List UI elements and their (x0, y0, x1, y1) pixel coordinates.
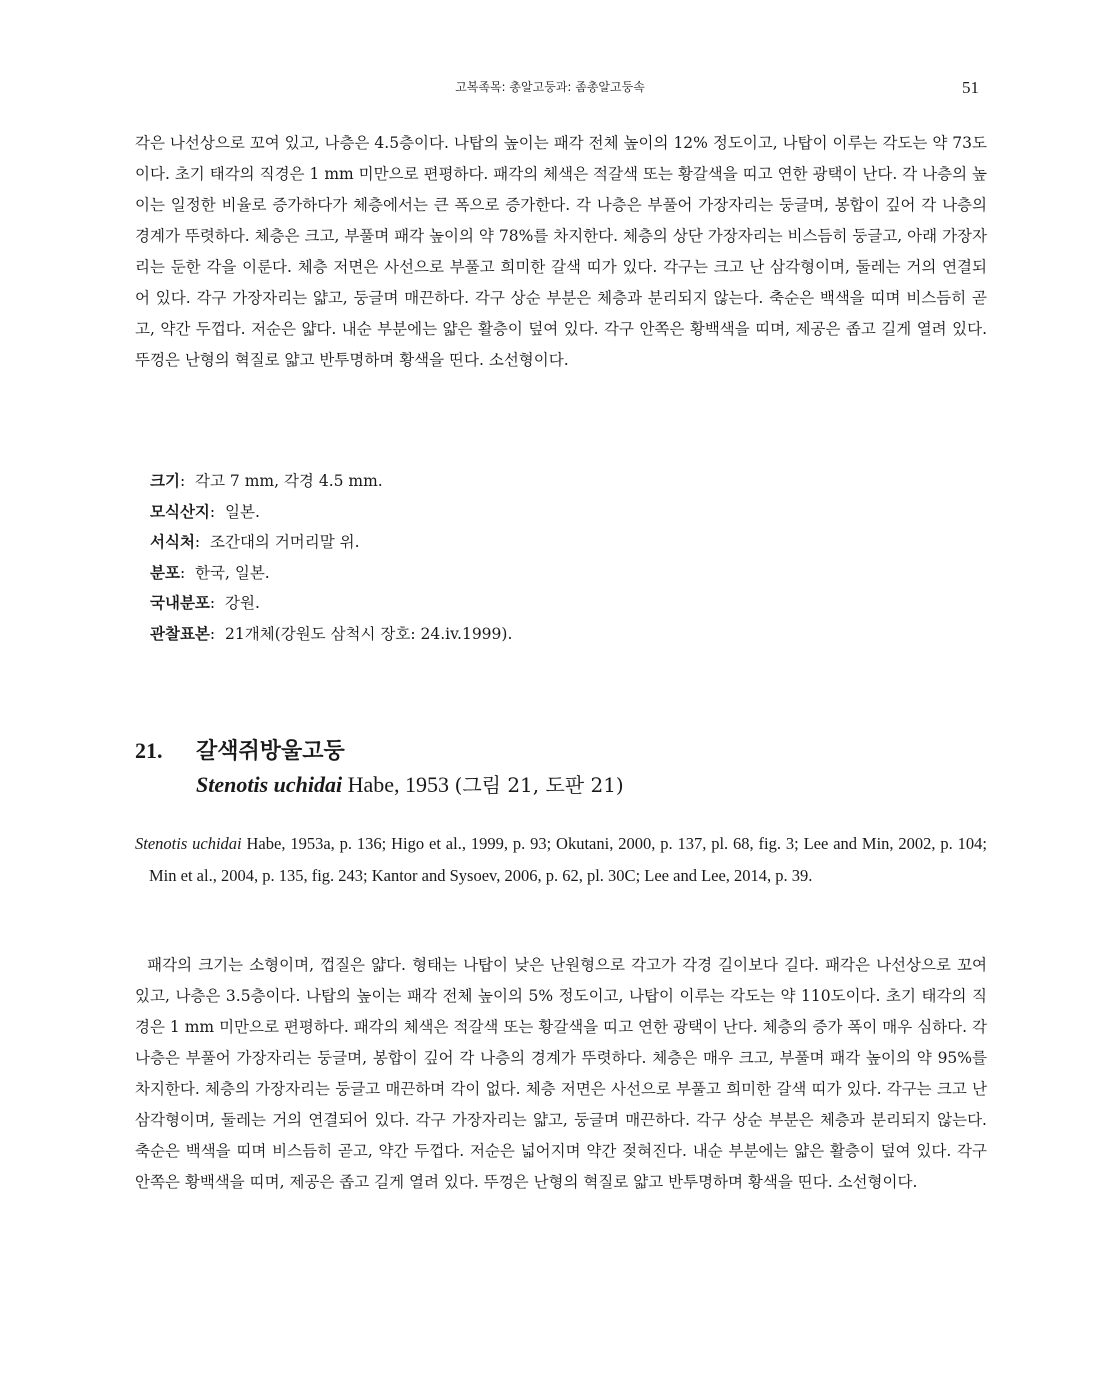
detail-domestic-distribution: 국내분포: 강원. (150, 593, 260, 612)
detail-value: 한국, 일본. (195, 563, 270, 582)
species-korean-name: 갈색쥐방울고둥 (196, 738, 345, 764)
page-number: 51 (962, 78, 979, 97)
detail-habitat: 서식처: 조간대의 거머리말 위. (150, 532, 360, 551)
detail-label: 국내분포 (150, 593, 210, 612)
species-authority: Habe, 1953 (347, 772, 450, 797)
detail-value: 일본. (225, 502, 260, 521)
synonymy-list (135, 828, 987, 891)
detail-value: 21개체(강원도 삼척시 장호: 24.iv.1999). (225, 624, 513, 643)
species-scientific-name: Stenotis uchidai (196, 772, 343, 797)
synonymy-name: Stenotis uchidai (135, 834, 242, 853)
detail-size: 크기: 각고 7 mm, 각경 4.5 mm. (150, 471, 383, 490)
species-heading-line-2 (135, 768, 995, 802)
species-heading-line-1 (135, 734, 995, 768)
detail-examined-specimens: 관찰표본: 21개체(강원도 삼척시 장호: 24.iv.1999). (150, 623, 513, 643)
running-header: 고복족목: 총알고둥과: 좀총알고둥속 (455, 80, 645, 94)
detail-label: 관찰표본 (150, 623, 210, 643)
detail-label: 모식산지 (150, 501, 210, 521)
detail-label: 크기 (150, 471, 180, 490)
detail-value: 각고 7 mm, 각경 4.5 mm. (195, 472, 383, 490)
detail-value: 강원. (225, 594, 260, 612)
species-number: 21. (135, 738, 163, 763)
species-figure-reference: (그림 21, 도판 21) (454, 773, 624, 797)
specimen-details (150, 466, 980, 649)
description-paragraph-2: 패각의 크기는 소형이며, 껍질은 얇다. 형태는 나탑이 낮은 난원형으로 각고가 각경 길이보다 길다. 패각은 나선상으로 꼬여 있고, 나층은 3.5층이다. 나탑의 높이는 패각 전체 높이의 5% 정도이고, 나탑이 이루는 각도는 약 110도이다. 초기 태각의 직경은 1 mm 미만으로 편평하다. 패각의 체색은 적갈색 또는 황갈색을 띠고 연한 광택이 난다. 체층의 증가 폭이 매우 심하다. 각 나층은 부풀어 가장자리는 둥글며, 봉합이 깊어 각 나층의 경계가 뚜렷하다. 체층은 매우 크고, 부풀며 패각 높이의 약 95%를 차지한다. 체층의 가장자리는 둥글고 매끈하며 각이 없다. 체층 저면은 사선으로 부풀고 희미한 갈색 띠가 있다. 각구는 크고 난 삼각형이며, 둘레는 거의 연결되어 있다. 각구 가장자리는 얇고, 둥글며 매끈하다. 각구 상순 부분은 체층과 분리되지 않는다. 축순은 백색을 띠며 비스듬히 곧고, 약간 두껍다. 저순은 넓어지며 약간 젖혀진다. 내순 부분에는 얇은 활층이 덮여 있다. 각구 안쪽은 황백색을 띠며, 제공은 좁고 길게 열려 있다. 뚜껑은 난형의 혁질로 얇고 반투명하며 황색을 띤다. 소선형이다. (135, 956, 987, 1191)
synonymy-citations: Habe, 1953a, p. 136; Higo et al., 1999, p. 93; Okutani, 2000, p. 137, pl. 68, fig. 3; Lee and Min, 2002, p. 104; Min et al., 2004, p. 135, fig. 243; Kantor and Sysoev, 2006, p. 62, pl. 30C; Lee and Lee, 2014, p. 39. (149, 834, 988, 885)
detail-label: 분포 (150, 562, 180, 582)
detail-type-locality: 모식산지: 일본. (150, 501, 260, 521)
species-heading (135, 734, 995, 802)
detail-distribution: 분포: 한국, 일본. (150, 562, 270, 582)
detail-value: 조간대의 거머리말 위. (210, 533, 360, 551)
detail-label: 서식처 (150, 532, 195, 551)
description-paragraph-1: 각은 나선상으로 꼬여 있고, 나층은 4.5층이다. 나탑의 높이는 패각 전체 높이의 12% 정도이고, 나탑이 이루는 각도는 약 73도이다. 초기 태각의 직경은 1 mm 미만으로 편평하다. 패각의 체색은 적갈색 또는 황갈색을 띠고 연한 광택이 난다. 각 나층의 높이는 일정한 비율로 증가하다가 체층에서는 큰 폭으로 증가한다. 각 나층은 부풀어 가장자리는 둥글며, 봉합이 깊어 각 나층의 경계가 뚜렷하다. 체층은 크고, 부풀며 패각 높이의 약 78%를 차지한다. 체층의 상단 가장자리는 비스듬히 둥글고, 아래 가장자리는 둔한 각을 이룬다. 체층 저면은 사선으로 부풀고 희미한 갈색 띠가 있다. 각구는 크고 난 삼각형이며, 둘레는 거의 연결되어 있다. 각구 가장자리는 얇고, 둥글며 매끈하다. 각구 상순 부분은 체층과 분리되지 않는다. 축순은 백색을 띠며 비스듬히 곧고, 약간 두껍다. 저순은 얇다. 내순 부분에는 얇은 활층이 덮여 있다. 각구 안쪽은 황백색을 띠며, 제공은 좁고 길게 열려 있다. 뚜껑은 난형의 혁질로 얇고 반투명하며 황색을 띤다. 소선형이다. (135, 134, 987, 369)
